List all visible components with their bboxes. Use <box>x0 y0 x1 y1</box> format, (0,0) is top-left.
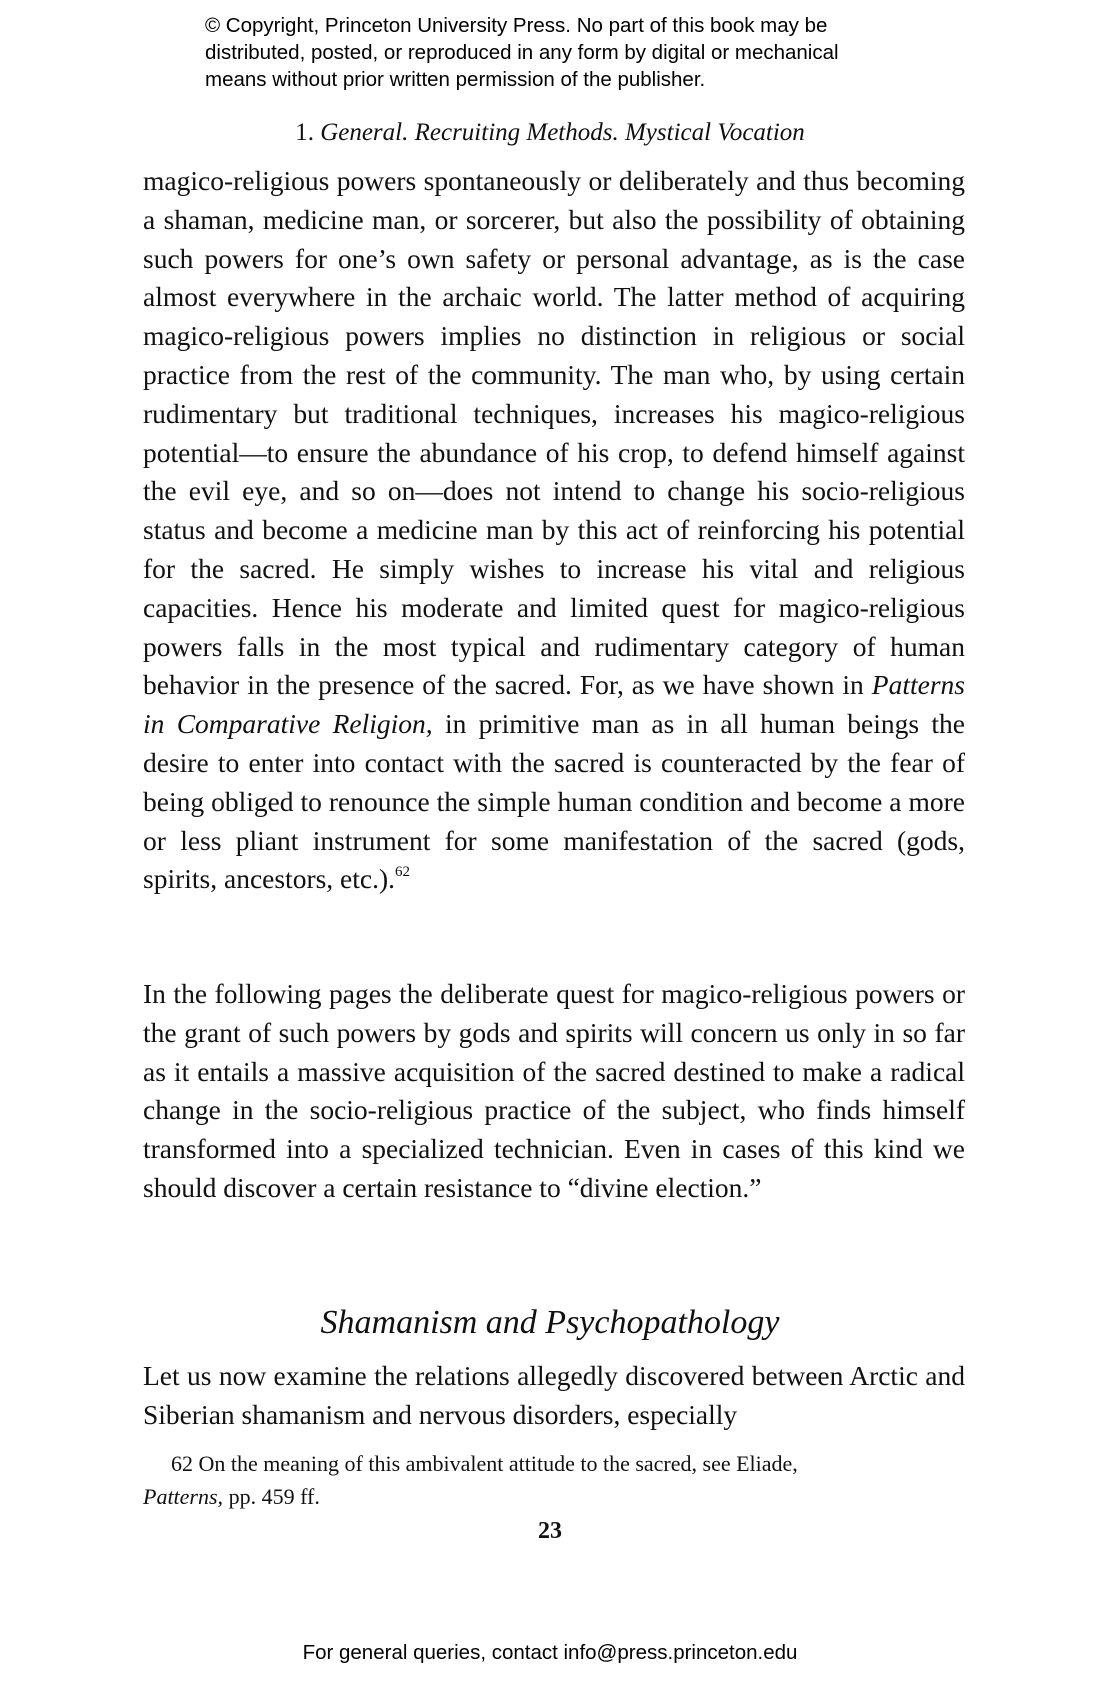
section-heading: Shamanism and Psychopathology <box>320 1304 780 1341</box>
running-head-title: General. Recruiting Methods. Mystical Vocation <box>320 119 805 146</box>
copyright-line-3: means without prior written permission of the publisher. <box>205 68 706 91</box>
running-head <box>0 118 1100 148</box>
paragraph-1-part-2: in primitive man as in all human beings the desire to enter into contact with the sacred is counteracted by the fear of being obliged to renounce the simple human condition and become a more or less pliant instrument for some manifestation of the sacred (gods, spirits, ancestors, etc.). <box>143 708 965 895</box>
paragraph-2 <box>143 975 965 1208</box>
paragraph-1-part-1: magico-religious powers spontaneously or deliberately and thus becoming a shaman, medicine man, or sorcerer, but also the possibility of obtaining such powers for one’s own safety or personal advantage, as is the case almost everywhere in the archaic world. The latter method of acquiring magico-religious powers implies no distinction in religious or social practice from the rest of the community. The man who, by using certain rudimentary but traditional techniques, increases his magico-religious potential—to ensure the abundance of his crop, to defend himself against the evil eye, and so on—does not intend to change his socio-religious status and become a medicine man by this act of reinforcing his potential for the sacred. He simply wishes to increase his vital and religious capacities. Hence his moderate and limited quest for magico-religious powers falls in the most typical and rudimentary category of human behavior in the presence of the sacred. For, as we have shown in <box>143 165 965 701</box>
footnote-line <box>143 1447 965 1480</box>
copyright-line-2: distributed, posted, or reproduced in any form by digital or mechanical <box>205 41 839 64</box>
paragraph-1-text <box>143 162 965 899</box>
paragraph-3-text: Let us now examine the relations allegedly discovered between Arctic and Siberian shamanism and nervous disorders, especially <box>143 1360 965 1430</box>
footnote-continuation <box>143 1480 965 1513</box>
copyright-notice <box>205 12 925 93</box>
paragraph-1 <box>143 162 965 899</box>
footnote-reference[interactable]: 62 <box>395 864 411 881</box>
page-number: 23 <box>538 1518 562 1544</box>
footer-contact: For general queries, contact info@press.princeton.edu <box>302 1641 798 1664</box>
paragraph-3 <box>143 1357 965 1435</box>
footnote <box>143 1447 965 1513</box>
footnote-italic-title: Patterns, <box>143 1484 224 1509</box>
paragraph-1-italic-title: Patterns in Comparative Religion, <box>143 669 965 740</box>
running-head-number: 1. <box>295 119 314 146</box>
footnote-text: On the meaning of this ambivalent attitude to the sacred, see Eliade, <box>193 1451 798 1476</box>
paragraph-2-text: In the following pages the deliberate quest for magico-religious powers or the grant of such powers by gods and spirits will concern us only in so far as it entails a massive acquisition of the sacred destined to make a radical change in the socio-religious practice of the subject, who finds himself transformed into a specialized technician. Even in cases of this kind we should discover a certain resistance to “divine election.” <box>143 978 965 1203</box>
footnote-tail: pp. 459 ff. <box>223 1484 320 1509</box>
footnote-marker: 62 <box>171 1451 193 1476</box>
copyright-line-1: © Copyright, Princeton University Press. No part of this book may be <box>205 14 828 37</box>
